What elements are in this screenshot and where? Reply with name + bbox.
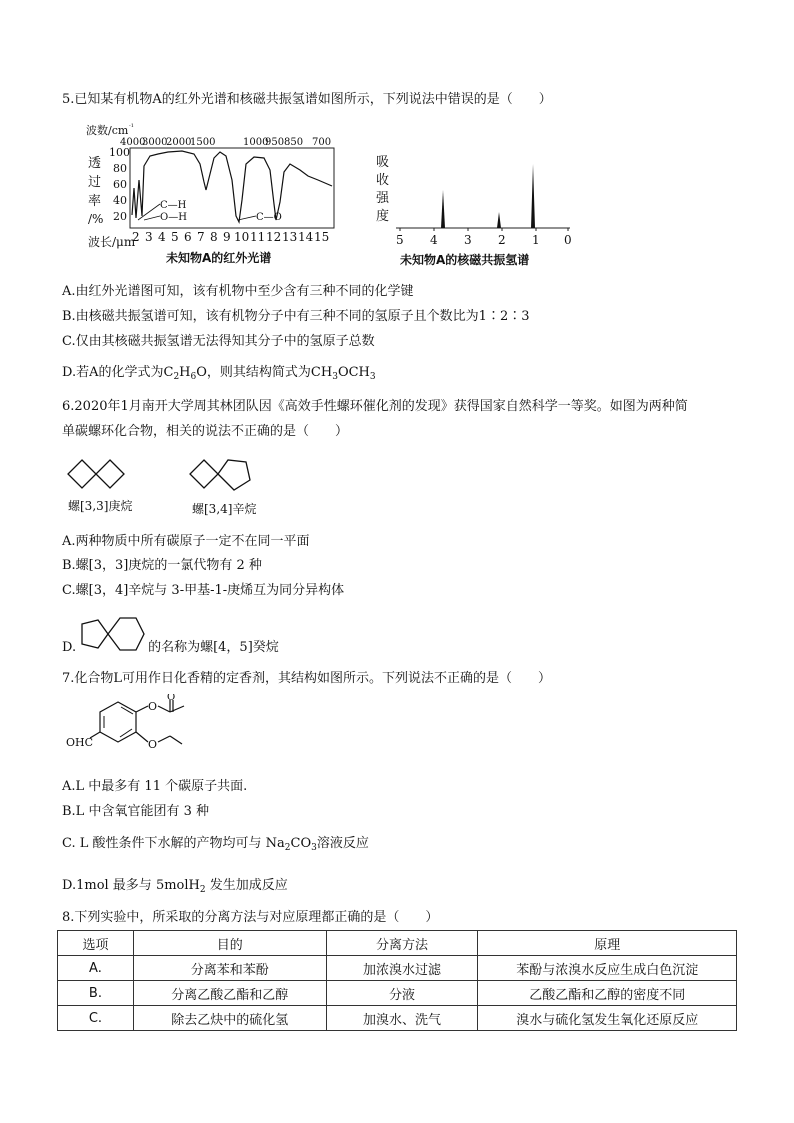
ir-ylabel-char: /% <box>88 212 104 226</box>
table-header: 选项 <box>58 931 134 956</box>
nmr-ylabel-char: 度 <box>376 209 390 224</box>
nmr-ylabel-char: 吸 <box>376 155 390 170</box>
ir-xtick: 11 <box>250 230 266 244</box>
q6-option-b: B.螺[3，3]庚烷的一氯代物有 2 种 <box>62 558 262 573</box>
nmr-caption: 未知物A的核磁共振氢谱 <box>400 253 530 267</box>
nmr-xtick: 3 <box>464 233 472 247</box>
ir-xtick: 12 <box>266 230 282 244</box>
ir-ytick: 60 <box>113 178 127 191</box>
q6-option-a: A.两种物质中所有碳原子一定不在同一平面 <box>62 534 310 549</box>
nmr-xtick: 4 <box>430 233 438 247</box>
table-header: 原理 <box>478 931 737 956</box>
nmr-ylabel-char: 强 <box>376 191 390 206</box>
ir-ylabel-char: 过 <box>88 175 102 190</box>
nmr-xtick: 2 <box>498 233 506 247</box>
ir-xtick: 10 <box>234 230 250 244</box>
table-cell: 溴水与硫化氢发生氧化还原反应 <box>478 1006 737 1031</box>
q6-stem-line1: 6.2020年1月南开大学周其林团队因《高效手性螺环催化剂的发现》获得国家自然科学一等奖。如图为两种简 <box>62 399 688 414</box>
ir-top-tick: 1500 <box>190 137 216 148</box>
ir-ylabel-char: 透 <box>88 156 102 171</box>
ir-top-tick: 3000 <box>142 137 168 148</box>
spiro-4-5-decane-structure <box>78 612 148 656</box>
q5-option-d: D.若A的化学式为$C_2H_6O$，则其结构简式为$CH_3OCH_3$ <box>62 365 376 382</box>
nmr-peak <box>497 212 501 228</box>
compound-l-structure <box>66 694 216 764</box>
ir-ytick: 40 <box>113 194 127 207</box>
q7-stem: 7.化合物L可用作日化香精的定香剂，其结构如图所示。下列说法不正确的是（ ） <box>62 671 552 686</box>
ir-xlabel: 波长/μm <box>88 235 136 249</box>
q7-option-b: B.L 中含氧官能团有 3 种 <box>62 804 209 819</box>
q7-option-d: D.1mol 最多与 5molH$_2$ 发生加成反应 <box>62 878 288 895</box>
spiro-3-3-label: 螺[3,3]庚烷 <box>68 499 133 513</box>
nmr-xtick: 5 <box>396 233 404 247</box>
spiro-3-4-octane-structure <box>188 456 264 496</box>
spiro-3-4-label: 螺[3,4]辛烷 <box>192 502 257 516</box>
svg-text:O: O <box>167 694 176 703</box>
table-cell: 加浓溴水过滤 <box>326 956 478 981</box>
q6-option-d: D. 的名称为螺[4，5]癸烷 <box>62 640 279 655</box>
table-cell: 分离苯和苯酚 <box>133 956 326 981</box>
ir-caption: 未知物A的红外光谱 <box>166 251 272 265</box>
table-row <box>58 981 737 1006</box>
svg-text:O: O <box>148 738 158 751</box>
ir-xtick: 3 <box>145 230 153 244</box>
nmr-xtick: 1 <box>532 233 540 247</box>
ir-xtick: 9 <box>223 230 231 244</box>
ir-xtick: 6 <box>184 230 192 244</box>
svg-text:-1: -1 <box>129 123 134 129</box>
ir-xtick: 13 <box>282 230 298 244</box>
table-cell: 分液 <box>326 981 478 1006</box>
q5-stem: 5.已知某有机物A的红外光谱和核磁共振氢谱如图所示，下列说法中错误的是（ ） <box>62 92 552 107</box>
spiro-3-3-heptane-structure <box>66 458 130 498</box>
ir-annot-ch: C—H <box>160 200 187 211</box>
ir-top-axis-label: 波数/cm <box>86 124 129 137</box>
table-cell: A. <box>58 956 134 981</box>
table-cell: 苯酚与浓溴水反应生成白色沉淀 <box>478 956 737 981</box>
table-cell: C. <box>58 1006 134 1031</box>
ir-xtick: 5 <box>171 230 179 244</box>
ir-ytick: 100 <box>109 146 130 159</box>
table-header: 分离方法 <box>326 931 478 956</box>
table-header-row <box>58 931 737 956</box>
nmr-ylabel-char: 收 <box>376 173 390 188</box>
nmr-peak <box>531 164 535 228</box>
table-cell: 加溴水、洗气 <box>326 1006 478 1031</box>
ohc-group: OHC <box>66 736 94 749</box>
ir-xtick: 7 <box>197 230 205 244</box>
ir-top-tick: 4000 <box>120 137 146 148</box>
ir-ytick: 80 <box>113 162 127 175</box>
separation-table <box>57 930 737 1031</box>
q7-option-c: C. L 酸性条件下水解的产物均可与 $Na_2CO_3$溶液反应 <box>62 836 369 853</box>
table-cell: 乙酸乙酯和乙醇的密度不同 <box>478 981 737 1006</box>
table-row <box>58 956 737 981</box>
ir-annot-co: C—O <box>256 212 282 223</box>
q5-option-a: A.由红外光谱图可知，该有机物中至少含有三种不同的化学键 <box>62 284 414 299</box>
ir-xtick: 4 <box>158 230 166 244</box>
ir-top-tick: 850 <box>284 137 304 148</box>
nmr-xtick: 0 <box>564 233 572 247</box>
ir-top-tick: 950 <box>265 137 285 148</box>
svg-text:O: O <box>148 700 158 713</box>
table-cell: 除去乙炔中的硫化氢 <box>133 1006 326 1031</box>
ir-top-tick: 1000 <box>243 137 269 148</box>
nmr-spectrum-figure <box>370 150 580 272</box>
q5-option-c: C.仅由其核磁共振氢谱无法得知其分子中的氢原子总数 <box>62 334 375 349</box>
q6-stem-line2: 单碳螺环化合物，相关的说法不正确的是（ ） <box>62 424 349 439</box>
table-row <box>58 1006 737 1031</box>
ir-ytick: 20 <box>113 210 127 223</box>
ir-xtick: 14 <box>298 230 314 244</box>
q6-option-c: C.螺[3，4]辛烷与 3-甲基-1-庚烯互为同分异构体 <box>62 583 345 598</box>
ir-top-tick: 2000 <box>166 137 192 148</box>
ir-top-tick: 700 <box>312 137 332 148</box>
ir-spectrum-figure <box>86 120 348 272</box>
q5-option-b: B.由核磁共振氢谱可知，该有机物分子中有三种不同的氢原子且个数比为1∶2∶3 <box>62 309 530 324</box>
ir-xtick: 15 <box>314 230 330 244</box>
nmr-peak <box>441 190 445 228</box>
table-cell: 分离乙酸乙酯和乙醇 <box>133 981 326 1006</box>
ir-ylabel-char: 率 <box>88 194 102 209</box>
ir-xtick: 2 <box>132 230 140 244</box>
table-cell: B. <box>58 981 134 1006</box>
table-header: 目的 <box>133 931 326 956</box>
q8-stem: 8.下列实验中，所采取的分离方法与对应原理都正确的是（ ） <box>62 910 439 925</box>
ir-xtick: 8 <box>210 230 218 244</box>
q7-option-a: A.L 中最多有 11 个碳原子共面. <box>62 779 248 794</box>
ir-annot-oh: O—H <box>160 212 187 223</box>
